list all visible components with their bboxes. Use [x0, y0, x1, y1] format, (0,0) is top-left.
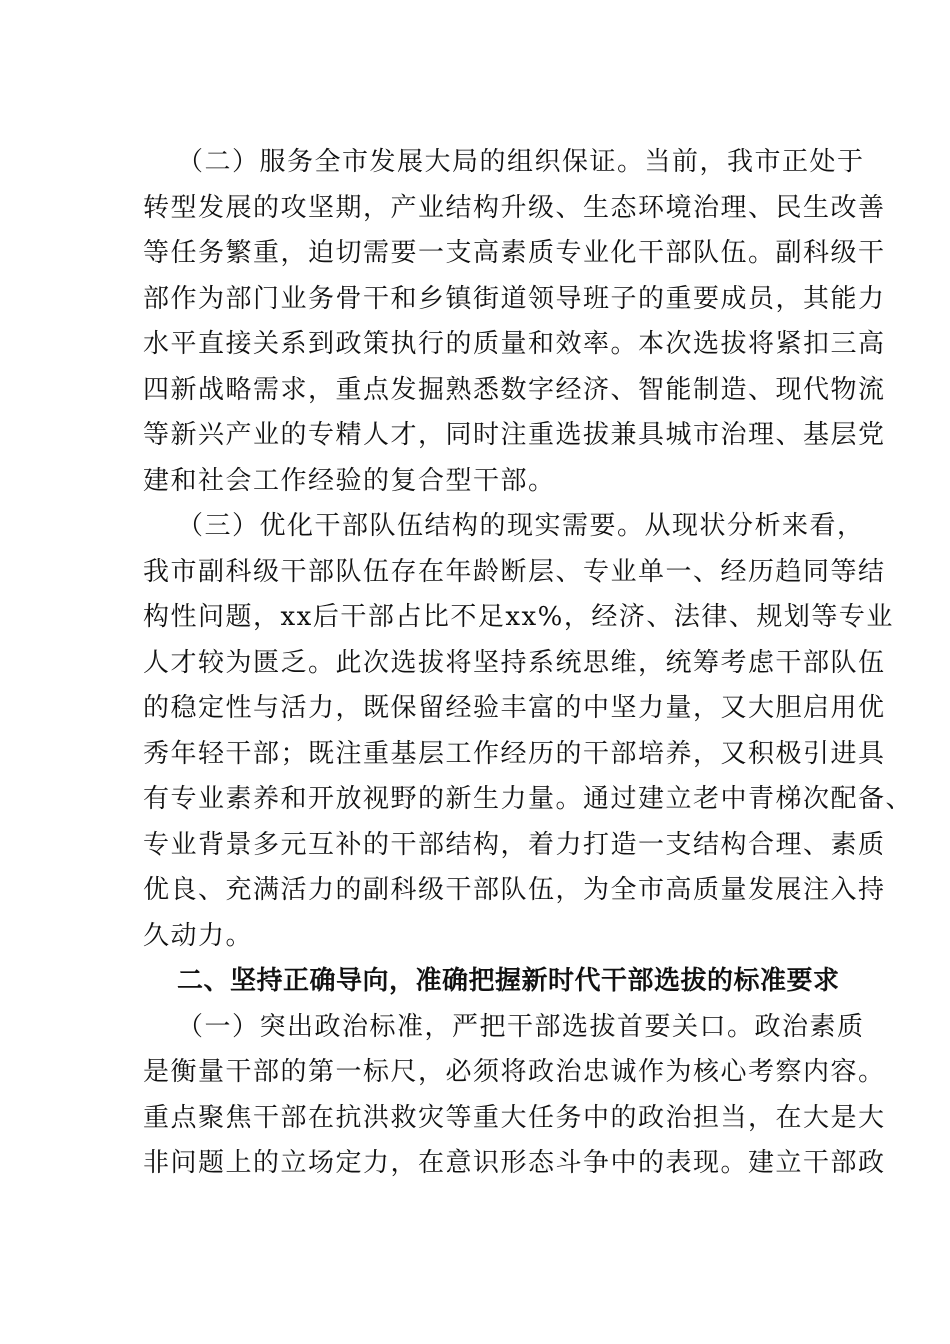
paragraph-line: 等任务繁重，迫切需要一支高素质专业化干部队伍。副科级干	[143, 238, 886, 268]
paragraph-line: 秀年轻干部；既注重基层工作经历的干部培养，又积极引进具	[143, 738, 886, 769]
paragraph-line: 优良、充满活力的副科级干部队伍，为全市高质量发展注入持	[143, 875, 886, 905]
paragraph-line: 水平直接关系到政策执行的质量和效率。本次选拔将紧扣三高	[143, 329, 886, 359]
paragraph-line: 人才较为匮乏。此次选拔将坚持系统思维，统筹考虑干部队伍	[143, 647, 886, 678]
paragraph-line: 是衡量干部的第一标尺，必须将政治忠诚作为核心考察内容。	[143, 1057, 886, 1087]
paragraph-line: 有专业素养和开放视野的新生力量。通过建立老中青梯次配备、	[143, 784, 914, 814]
paragraph-line: 我市副科级干部队伍存在年龄断层、专业单一、经历趋同等结	[143, 556, 886, 587]
section-heading: 二、坚持正确导向，准确把握新时代干部选拔的标准要求	[177, 966, 840, 996]
paragraph-line: 建和社会工作经验的复合型干部。	[143, 465, 556, 496]
paragraph-line: 重点聚焦干部在抗洪救灾等重大任务中的政治担当，在大是大	[143, 1102, 886, 1133]
body-text	[143, 140, 914, 1187]
paragraph-line: 等新兴产业的专精人才，同时注重选拔兼具城市治理、基层党	[143, 420, 886, 450]
paragraph-line: 的稳定性与活力，既保留经验丰富的中坚力量，又大胆启用优	[143, 693, 886, 723]
paragraph-line: （三）优化干部队伍结构的现实需要。从现状分析来看，	[177, 511, 865, 541]
paragraph-line: 转型发展的攻坚期，产业结构升级、生态环境治理、民生改善	[143, 192, 886, 223]
paragraph-line: 部作为部门业务骨干和乡镇街道领导班子的重要成员，其能力	[143, 283, 886, 314]
paragraph-line: 构性问题，xx后干部占比不足xx%，经济、法律、规划等专业	[143, 602, 894, 632]
paragraph-line: 非问题上的立场定力，在意识形态斗争中的表现。建立干部政	[143, 1148, 886, 1178]
paragraph-line: （二）服务全市发展大局的组织保证。当前，我市正处于	[177, 147, 865, 177]
paragraph-line: 四新战略需求，重点发掘熟悉数字经济、智能制造、现代物流	[143, 374, 886, 405]
paragraph-line: 专业背景多元互补的干部结构，着力打造一支结构合理、素质	[143, 829, 886, 860]
paragraph-line: 久动力。	[143, 920, 254, 951]
paragraph-line: （一）突出政治标准，严把干部选拔首要关口。政治素质	[177, 1011, 865, 1042]
